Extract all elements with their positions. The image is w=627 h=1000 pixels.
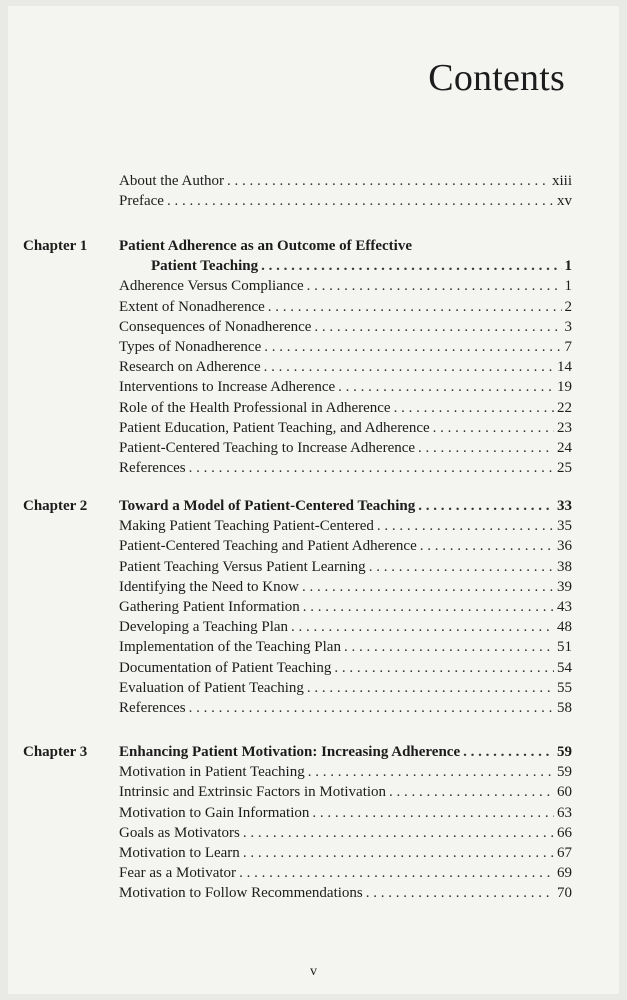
toc-entry-title: Types of Nonadherence: [119, 338, 262, 355]
chapter-label: Chapter 3: [23, 744, 88, 760]
toc-entry: [119, 597, 572, 617]
toc-entry-title: Implementation of the Teaching Plan: [119, 639, 341, 656]
page-number: v: [310, 964, 317, 979]
dot-leader: [344, 637, 554, 657]
toc-entry-page: 14: [557, 359, 572, 376]
toc-entry-title: Adherence Versus Compliance: [119, 278, 304, 295]
toc-entry-page: 67: [557, 844, 572, 861]
toc-entry-title: Motivation in Patient Teaching: [119, 764, 305, 781]
toc-entry-page: 63: [557, 804, 572, 821]
dot-leader: [303, 597, 554, 617]
chapter-title-row: [119, 496, 572, 516]
toc-entry-title: Identifying the Need to Know: [119, 578, 299, 595]
toc-entry: [119, 171, 572, 191]
toc-entry-page: 60: [557, 784, 572, 801]
dot-leader: [377, 516, 554, 536]
toc-entry: [119, 762, 572, 782]
toc-entry: [119, 557, 572, 577]
toc-entry-page: 54: [557, 659, 572, 676]
toc-entry-title: Evaluation of Patient Teaching: [119, 679, 304, 696]
dot-leader: [227, 171, 549, 191]
toc-entry-page: 23: [557, 419, 572, 436]
toc-entry-page: 70: [557, 885, 572, 902]
toc-entry-page: 19: [557, 379, 572, 396]
toc-entry-title: Motivation to Learn: [119, 844, 240, 861]
chapter-body: [119, 236, 572, 478]
dot-leader: [418, 438, 554, 458]
toc-entry: [119, 863, 572, 883]
chapter-title-row: [119, 256, 572, 276]
toc-entry: [119, 458, 572, 478]
chapter-label: Chapter 1: [23, 238, 88, 254]
chapter-title: [119, 236, 572, 276]
toc-entry-page: xiii: [551, 173, 572, 189]
dot-leader: [338, 377, 554, 397]
toc-entry: [119, 698, 572, 718]
toc-entry-title: Preface: [119, 193, 164, 210]
chapter-title-row: [119, 742, 572, 762]
chapter-page: 1: [564, 258, 572, 275]
toc-entry: [119, 418, 572, 438]
toc-entry-page: 22: [557, 399, 572, 416]
toc-entry: [119, 782, 572, 802]
chapter-page: 33: [557, 498, 572, 514]
dot-leader: [167, 191, 554, 211]
dot-leader: [463, 742, 554, 762]
toc-entry-page: 2: [564, 298, 572, 315]
dot-leader: [243, 823, 554, 843]
toc-entry-page: 35: [557, 518, 572, 535]
book-page: [8, 6, 619, 994]
toc-entry-page: xv: [557, 193, 572, 210]
toc-entry: [119, 536, 572, 556]
dot-leader: [243, 843, 554, 863]
toc-entry: [119, 337, 572, 357]
chapter-title: [119, 496, 572, 516]
toc-entry: [119, 617, 572, 637]
toc-entry-title: Interventions to Increase Adherence: [119, 379, 336, 396]
toc-entry-page: 38: [557, 558, 572, 575]
dot-leader: [418, 496, 554, 516]
toc-entry: [119, 577, 572, 597]
toc-entry-page: 24: [557, 439, 572, 456]
dot-leader: [189, 458, 554, 478]
toc-entry: [119, 191, 572, 211]
toc-entry-page: 36: [557, 538, 572, 555]
dot-leader: [312, 803, 554, 823]
dot-leader: [189, 698, 554, 718]
toc-entry: [119, 516, 572, 536]
chapter-title-line: Patient Teaching: [151, 258, 259, 275]
chapter-title-line: Toward a Model of Patient-Centered Teaching: [119, 498, 416, 514]
toc-entry-page: 51: [557, 639, 572, 656]
dot-leader: [433, 418, 554, 438]
dot-leader: [369, 557, 554, 577]
toc-entry-page: 55: [557, 679, 572, 696]
chapter-body: [119, 742, 572, 904]
toc-entry-title: Patient-Centered Teaching and Patient Adherence: [119, 538, 417, 555]
toc-entry-page: 1: [564, 278, 572, 295]
toc-entry-title: Extent of Nonadherence: [119, 298, 265, 315]
toc-entry-page: 43: [557, 598, 572, 615]
dot-leader: [307, 276, 562, 296]
toc-entry-title: Consequences of Nonadherence: [119, 318, 312, 335]
dot-leader: [314, 317, 561, 337]
toc-entry: [119, 377, 572, 397]
dot-leader: [261, 256, 561, 276]
toc-entry: [119, 803, 572, 823]
toc-entry-page: 3: [564, 318, 572, 335]
toc-entry-title: Developing a Teaching Plan: [119, 619, 289, 636]
dot-leader: [389, 782, 554, 802]
toc-entry-title: Goals as Motivators: [119, 824, 240, 841]
dot-leader: [302, 577, 554, 597]
toc-entry-title: Patient Education, Patient Teaching, and Adherence: [119, 419, 430, 436]
toc-entry: [119, 357, 572, 377]
toc-entry: [119, 438, 572, 458]
toc-entry-page: 58: [557, 699, 572, 716]
toc-entry: [119, 883, 572, 903]
toc-entry-page: 66: [557, 824, 572, 841]
toc-entry: [119, 398, 572, 418]
toc-entry-title: Motivation to Follow Recommendations: [119, 885, 363, 902]
toc-entry-page: 25: [557, 460, 572, 477]
chapter-body: [119, 496, 572, 718]
chapter-entries: [119, 516, 572, 718]
toc-entry-title: Patient-Centered Teaching to Increase Adherence: [119, 439, 416, 456]
front-matter-list: [119, 171, 572, 211]
toc-entry-title: Gathering Patient Information: [119, 598, 300, 615]
toc-entry: [119, 276, 572, 296]
chapter-entries: [119, 276, 572, 478]
dot-leader: [308, 762, 554, 782]
toc-entry-title: Fear as a Motivator: [119, 865, 237, 882]
toc-entry-title: Intrinsic and Extrinsic Factors in Motivation: [119, 784, 387, 801]
dot-leader: [334, 658, 554, 678]
toc-entry-title: References: [119, 460, 186, 477]
chapter-title: [119, 742, 572, 762]
toc-entry: [119, 823, 572, 843]
toc-entry: [119, 637, 572, 657]
dot-leader: [394, 398, 554, 418]
toc-entry-title: Research on Adherence: [119, 359, 261, 376]
dot-leader: [291, 617, 554, 637]
dot-leader: [420, 536, 554, 556]
dot-leader: [239, 863, 554, 883]
chapter-title-line: Enhancing Patient Motivation: Increasing Adherence: [119, 744, 461, 760]
toc-entry-title: Role of the Health Professional in Adherence: [119, 399, 391, 416]
toc-entry-title: Making Patient Teaching Patient-Centered: [119, 518, 374, 535]
toc-entry: [119, 843, 572, 863]
dot-leader: [264, 357, 554, 377]
toc-entry-title: About the Author: [119, 173, 224, 189]
toc-entry: [119, 658, 572, 678]
toc-entry: [119, 678, 572, 698]
chapter-label: Chapter 2: [23, 498, 88, 514]
toc-entry-title: Motivation to Gain Information: [119, 804, 310, 821]
toc-entry-page: 59: [557, 764, 572, 781]
toc-entry-title: Documentation of Patient Teaching: [119, 659, 332, 676]
dot-leader: [264, 337, 561, 357]
toc-entry-title: References: [119, 699, 186, 716]
toc-entry-page: 69: [557, 865, 572, 882]
chapter-page: 59: [557, 744, 572, 760]
toc-entry-title: Patient Teaching Versus Patient Learning: [119, 558, 366, 575]
toc-entry-page: 48: [557, 619, 572, 636]
page-title: Contents: [428, 57, 565, 99]
toc-entry-page: 7: [564, 338, 572, 355]
toc-entry: [119, 317, 572, 337]
toc-entry: [119, 297, 572, 317]
dot-leader: [268, 297, 562, 317]
toc-entry-page: 39: [557, 578, 572, 595]
chapter-entries: [119, 762, 572, 903]
dot-leader: [307, 678, 554, 698]
dot-leader: [366, 883, 554, 903]
chapter-title-line: Patient Adherence as an Outcome of Effective: [119, 238, 412, 254]
